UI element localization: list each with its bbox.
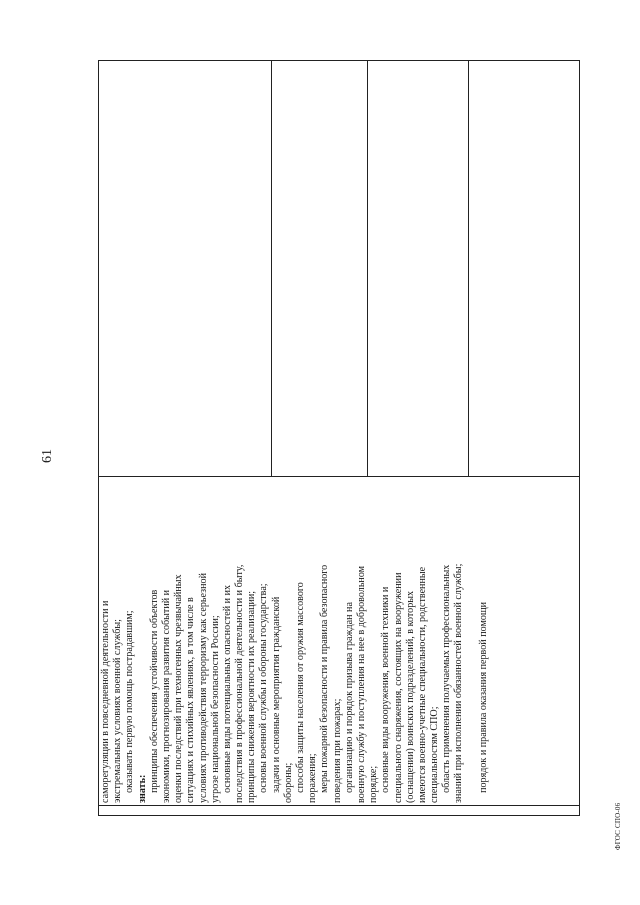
text-line: поведения при пожарах; xyxy=(331,698,343,803)
text-line: основные виды потенциальных опасностей и их xyxy=(221,584,233,803)
text-line: угрозе национальной безопасности России; xyxy=(209,615,221,803)
text-line: экстремальных условиях военной службы; xyxy=(112,619,124,803)
text-line: военную службу и поступления на нее в добровольном xyxy=(355,565,367,803)
text-line: последствия в профессиональной деятельности и быту, xyxy=(234,564,246,803)
text-line: оказывать первую помощь пострадавшим; xyxy=(124,610,136,803)
text-line: условиях противодействия терроризму как серьезной xyxy=(197,573,209,803)
text-line: принципы обеспечения устойчивости объектов xyxy=(148,589,160,803)
footer-code: ФГОС СПО-06 xyxy=(614,802,622,850)
text-line: основные виды вооружения, военной техники и xyxy=(380,586,392,803)
text-line: знаний при исполнении обязанностей военной службы; xyxy=(453,563,465,803)
column-divider xyxy=(99,805,579,806)
text-line: обороны; xyxy=(282,762,294,803)
text-line: экономики, прогнозирования развития событий и xyxy=(160,589,172,803)
column-divider xyxy=(99,476,579,477)
text-line: (оснащении) воинских подразделений, в которых xyxy=(404,590,416,803)
text-line: порядке; xyxy=(368,765,380,803)
text-line: задачи и основные мероприятия гражданской xyxy=(270,596,282,803)
text-line: область применения получаемых профессиональных xyxy=(441,564,453,803)
text-line: принципы снижения вероятности их реализации; xyxy=(246,590,258,803)
row-divider xyxy=(367,61,368,477)
table-frame xyxy=(98,60,580,816)
page-number: 61 xyxy=(40,449,55,463)
text-line: порядок и правила оказания первой помощи xyxy=(477,601,489,803)
text-line xyxy=(466,480,478,803)
row-divider xyxy=(271,61,272,477)
text-line: оценки последствий при техногенных чрезвычайных xyxy=(173,574,185,803)
text-line: имеются военно-учетные специальности, родственные xyxy=(416,566,428,803)
text-line: поражения; xyxy=(307,753,319,803)
text-line: способы защиты населения от оружия массового xyxy=(295,582,306,803)
requirements-text-cell xyxy=(100,480,490,803)
text-line: специального снаряжения, состоящих на вооружении xyxy=(392,572,404,803)
text-line: специальностям СПО; xyxy=(429,706,441,803)
text-line: меры пожарной безопасности и правила безопасного xyxy=(319,564,331,803)
section-heading: знать: xyxy=(136,774,148,803)
text-line: ситуациях и стихийных явлениях, в том числе в xyxy=(185,597,197,803)
text-line: организацию и порядок призыва граждан на xyxy=(343,602,355,803)
text-line: саморегуляции в повседневной деятельности и xyxy=(100,600,111,803)
row-divider xyxy=(468,61,469,477)
text-line: основы военной службы и обороны государства; xyxy=(258,583,270,803)
